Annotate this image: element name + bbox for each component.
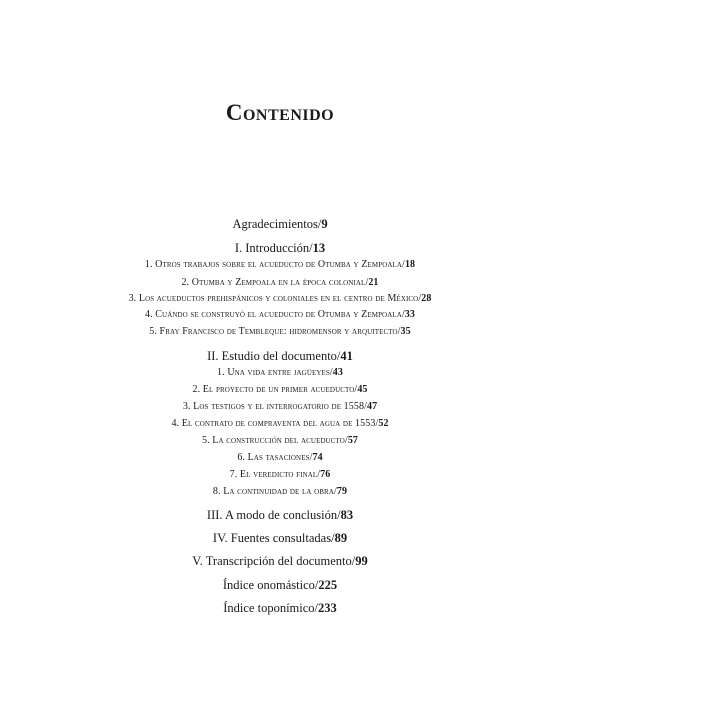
toc-entry-label: 4. Cuándo se construyó el acueducto de Otumba y Zempoala xyxy=(144,309,402,320)
toc-entry-label: 3. Los testigos y el interrogatorio de 1558 xyxy=(182,401,365,412)
toc-separator: / xyxy=(418,293,422,304)
toc-page-number: 9 xyxy=(321,217,328,231)
toc-separator: / xyxy=(375,418,379,429)
toc-entry-label: Agradecimientos xyxy=(232,217,318,231)
toc-entry-label: 4. El contrato de compraventa del agua de 1553 xyxy=(171,418,376,429)
toc-entry-label: 5. Fray Francisco de Tembleque: hidromensor y arquitecto xyxy=(149,326,398,337)
page-title: Contenido xyxy=(225,100,335,126)
toc-page-number: 13 xyxy=(312,241,326,255)
toc-entry xyxy=(0,292,560,305)
toc-page-number: 43 xyxy=(332,367,343,378)
toc-separator: / xyxy=(309,241,313,255)
toc-entry xyxy=(0,451,560,464)
toc-page-number: 45 xyxy=(357,384,368,395)
toc-separator: / xyxy=(314,578,319,592)
toc-entry xyxy=(0,216,560,232)
toc-entry-label: Índice onomástico xyxy=(222,578,315,592)
toc-page-number: 76 xyxy=(320,469,331,480)
toc-separator: / xyxy=(351,554,356,568)
toc-page-number: 89 xyxy=(334,531,348,545)
toc-page-number: 18 xyxy=(404,259,416,270)
toc-page-number: 41 xyxy=(340,349,353,363)
toc-entry xyxy=(0,553,560,569)
toc-separator: / xyxy=(329,367,333,378)
toc-entry xyxy=(0,276,560,289)
toc-entry-label: II. Estudio del documento xyxy=(207,349,337,363)
toc-separator: / xyxy=(333,486,337,497)
toc-entry xyxy=(0,577,560,593)
toc-entry xyxy=(0,400,560,413)
toc-entry-label: 5. La construcción del acueducto xyxy=(201,435,345,446)
toc-entry xyxy=(0,383,560,396)
toc-entry-label: 3. Los acueductos prehispánicos y coloniales en el centro de México xyxy=(128,293,419,304)
toc-entry-label: III. A modo de conclusión xyxy=(206,508,338,522)
toc-separator: / xyxy=(354,384,358,395)
toc-entry-label: V. Transcripción del documento xyxy=(192,554,352,568)
toc-separator: / xyxy=(317,469,321,480)
toc-entry-label: 2. El proyecto de un primer acueducto xyxy=(192,384,355,395)
toc-entry-label: I. Introducción xyxy=(234,241,310,255)
toc-separator: / xyxy=(309,452,313,463)
toc-separator: / xyxy=(401,309,405,320)
toc-page-number: 35 xyxy=(400,326,411,337)
toc-page-number: 83 xyxy=(340,508,354,522)
toc-entry xyxy=(0,507,560,523)
toc-separator: / xyxy=(317,217,322,231)
toc-entry xyxy=(0,468,560,481)
toc-entry-label: 8. La continuidad de la obra xyxy=(212,486,334,497)
toc-entry xyxy=(0,600,560,616)
toc-entry xyxy=(0,366,560,379)
toc-separator: / xyxy=(397,326,401,337)
toc-separator: / xyxy=(331,531,335,545)
toc-page-number: 52 xyxy=(378,418,389,429)
toc-page-number: 79 xyxy=(336,486,348,497)
toc-entry-label: IV. Fuentes consultadas xyxy=(212,531,332,545)
toc-entry xyxy=(0,530,560,546)
toc-page-number: 47 xyxy=(366,401,378,412)
toc-separator: / xyxy=(337,508,341,522)
toc-separator: / xyxy=(365,277,369,288)
toc-page-number: 74 xyxy=(312,452,323,463)
toc-separator: / xyxy=(336,349,341,363)
toc-entry xyxy=(0,434,560,447)
toc-entry-label: Índice toponímico xyxy=(223,601,315,615)
toc-entry-label: 6. Las tasaciones xyxy=(237,452,310,463)
toc-entry xyxy=(0,308,560,321)
toc-page-number: 21 xyxy=(368,277,379,288)
toc-page-number: 233 xyxy=(318,601,337,615)
toc-page-number: 33 xyxy=(404,309,415,320)
toc-entry xyxy=(0,417,560,430)
toc-entry xyxy=(0,485,560,498)
toc-entry xyxy=(0,348,560,364)
toc-page-number: 28 xyxy=(421,293,432,304)
toc-entry-label: 7. El veredicto final xyxy=(229,469,318,480)
toc-entry-label: 1. Otros trabajos sobre el acueducto de Otumba y Zempoala xyxy=(144,259,403,270)
toc-separator: / xyxy=(402,259,405,270)
toc-page-number: 225 xyxy=(318,578,338,592)
toc-entry-label: 1. Una vida entre jagüeyes xyxy=(217,367,330,378)
toc-entry xyxy=(0,258,560,271)
toc-page-number: 57 xyxy=(347,435,359,446)
toc-separator: / xyxy=(344,435,348,446)
toc-entry xyxy=(0,240,560,256)
toc-entry-label: 2. Otumba y Zempoala en la época colonial xyxy=(181,277,366,288)
toc-separator: / xyxy=(314,601,319,615)
toc-page-number: 99 xyxy=(355,554,368,568)
toc-separator: / xyxy=(364,401,367,412)
toc-entry xyxy=(0,325,560,338)
